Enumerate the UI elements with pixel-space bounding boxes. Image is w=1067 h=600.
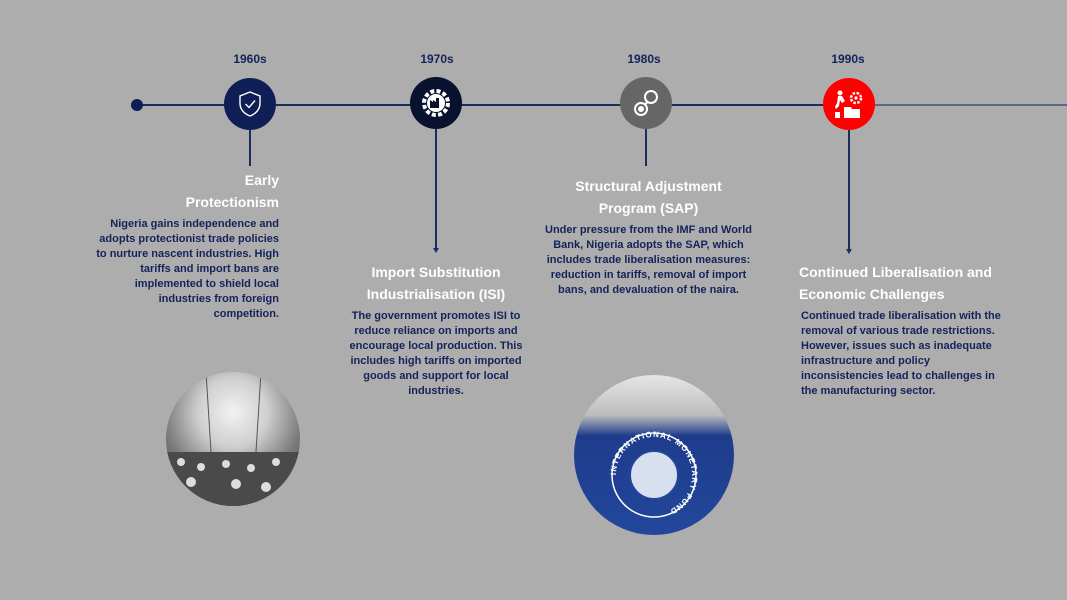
imf-photo	[574, 375, 734, 535]
event-description-1990s: Continued trade liberalisation with the removal of various trade restrictions. However, issues such as inadequate infrastructure and policy inconsistencies lead to challenges in the manufacturing sector.	[801, 310, 1001, 397]
event-description-1960s: Nigeria gains independence and adopts protectionist trade policies to nurture nascent industries. High tariffs and import bans are implemented to shield local industries from foreign competition.	[96, 218, 279, 320]
connector-1970s	[435, 129, 437, 248]
timeline-axis-tail	[866, 104, 1067, 106]
event-1990s	[799, 261, 1029, 399]
event-1960s	[92, 169, 279, 322]
year-label-1990s: 1990s	[831, 52, 865, 66]
connector-1960s	[249, 130, 251, 166]
event-description-1980s: Under pressure from the IMF and World Bank, Nigeria adopts the SAP, which includes trade liberalisation measures: reduction in tariffs, removal of import bans, and devaluation of the naira.	[545, 224, 752, 296]
node-1960s	[224, 78, 276, 130]
node-1970s	[410, 77, 462, 129]
imf-logo-text: INTERNATIONAL MONETARY FUND	[608, 429, 700, 517]
connector-1990s	[848, 130, 850, 249]
node-1990s	[823, 78, 875, 130]
year-label-1980s: 1980s	[627, 52, 661, 66]
event-title-1970s: Import Substitution Industrialisation (ISI)	[366, 264, 506, 302]
person-climbing-gear-icon	[832, 87, 866, 121]
event-title-1990s: Continued Liberalisation and Economic Challenges	[799, 264, 992, 302]
shield-check-icon	[237, 90, 263, 118]
imf-logo	[574, 375, 734, 535]
historical-photo-independence	[166, 372, 300, 506]
event-title-1980s: Structural Adjustment Program (SAP)	[575, 178, 722, 216]
factory-gear-icon	[419, 86, 453, 120]
arrow-down-icon	[846, 249, 852, 254]
year-label-1960s: 1960s	[233, 52, 267, 66]
connector-1980s	[645, 129, 647, 166]
event-description-1970s: The government promotes ISI to reduce reliance on imports and encourage local production. This includes high tariffs on imported goods and support for local industries.	[349, 310, 523, 397]
event-title-1960s: Early Protectionism	[185, 172, 279, 210]
year-label-1970s: 1970s	[420, 52, 454, 66]
chain-link-icon	[629, 86, 663, 120]
event-1970s	[326, 261, 546, 399]
timeline-start-dot	[131, 99, 143, 111]
crowd-illustration	[166, 372, 300, 506]
node-1980s	[620, 77, 672, 129]
arrow-down-icon	[433, 248, 439, 253]
event-1980s	[541, 175, 756, 298]
